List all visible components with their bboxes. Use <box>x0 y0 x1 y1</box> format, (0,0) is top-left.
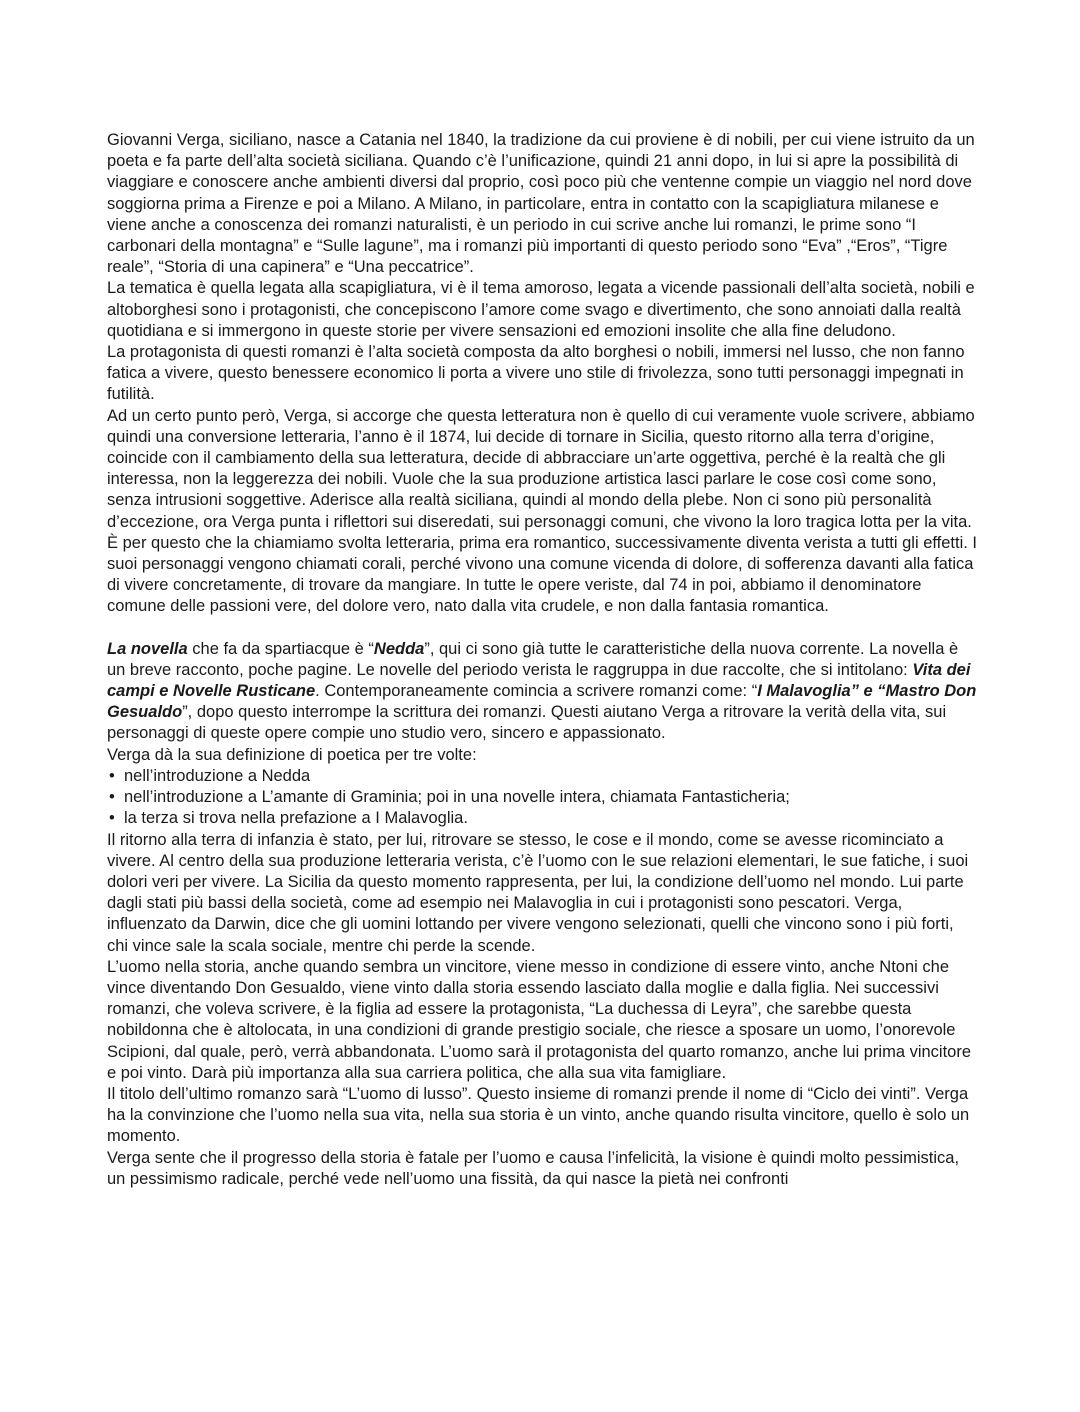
novella-text: che fa da spartiacque è “ <box>187 639 374 658</box>
poetica-list <box>107 766 977 830</box>
paragraph-novella <box>107 639 977 745</box>
novella-heading: La novella <box>107 639 188 658</box>
paragraph-protagonista: La protagonista di questi romanzi è l’alta società composta da alto borghesi o nobili, immersi nel lusso, che non fanno fatica a vivere, questo benessere economico li porta a vivere uno stile di frivolezza, sono tutti personaggi impegnati in futilità. <box>107 343 965 404</box>
novella-text: ”, qui ci sono già tutte le caratteristiche della nuova corrente. La novella è un breve racconto, poche pagine. Le novelle del periodo verista le raggruppa in due raccolte, che si intitolano: <box>107 639 959 679</box>
paragraph-conversione: Ad un certo punto però, Verga, si accorge che questa letteratura non è quello di cui veramente vuole scrivere, abbiamo quindi una conversione letteraria, l’anno è il 1874, lui decide di tornare in Sicilia, questo ritorno alla terra d’origine, coincide con il cambiamento della sua letteratura, decide di abbracciare un’arte oggettiva, perché è la realtà che gli interessa, non la leggerezza dei nobili. Vuole che la sua produzione artistica lasci parlare le cose così come sono, senza intrusioni soggettive. Aderisce alla realtà siciliana, quindi al mondo della plebe. Non ci sono più personalità d’eccezione, ora Verga punta i riflettori sui diseredati, sui personaggi comuni, che vivono la loro tragica lotta per la vita. È per questo che la chiamiamo svolta letteraria, prima era romantico, successivamente diventa verista a tutti gli effetti. I suoi personaggi vengono chiamati corali, perché vivono una comune vicenda di dolore, di sofferenza davanti alla fatica di vivere concretamente, di trovare da mangiare. In tutte le opere veriste, dal 74 in poi, abbiamo il denominatore comune delle passioni vere, del dolore vero, nato dalla vita crudele, e non dalla fantasia romantica. <box>107 406 978 616</box>
raccolte-titles: Vita dei campi e Novelle Rusticane <box>107 660 971 701</box>
paragraph-gap <box>107 618 977 639</box>
document-page <box>107 130 977 1190</box>
list-item: • nell’introduzione a Nedda <box>107 766 977 787</box>
novella-text: ”, dopo questo interrompe la scrittura dei romanzi. Questi aiutano Verga a ritrovare la verità della vita, sui personaggi di queste opere compie uno studio vero, sincero e appassionato. <box>107 703 947 743</box>
romanzi-titles: I Malavoglia” e “Mastro Don Gesualdo <box>107 682 977 722</box>
paragraph-biography: Giovanni Verga, siciliano, nasce a Catania nel 1840, la tradizione da cui proviene è di nobili, per cui viene istruito da un poeta e fa parte dell’alta società siciliana. Quando c’è l’unificazione, quindi 21 anni dopo, in lui si apre la possibilità di viaggiare e conoscere anche ambienti diversi dal proprio, così poco più che ventenne compie un viaggio nel nord dove soggiorna prima a Firenze e poi a Milano. A Milano, in particolare, entra in contatto con la scapigliatura milanese e viene anche a conoscenza dei romanzi naturalisti, è un periodo in cui scrive anche lui romanzi, le prime sono “I carbonari della montagna” e “Sulle lagune”, ma i romanzi più importanti di questo periodo sono “Eva” ,“Eros”, “Tigre reale”, “Storia di una capinera” e “Una peccatrice”. <box>107 131 975 277</box>
paragraph-uomo-storia: L’uomo nella storia, anche quando sembra un vincitore, viene messo in condizione di essere vinto, anche Ntoni che vince diventando Don Gesualdo, viene vinto dalla storia essendo lasciato dalla moglie e dalla figlia. Nei successivi romanzi, che voleva scrivere, è la figlia ad essere la protagonista, “La duchessa di Leyra”, che sarebbe questa nobildonna che è altolocata, in una condizioni di grande prestigio sociale, che riesce a sposare un uomo, l’onorevole Scipioni, dal quale, però, verrà abbandonata. L’uomo sarà il protagonista del quarto romanzo, anche lui prima vincitore e poi vinto. Darà più importanza alla sua carriera politica, che alla sua vita famigliare. <box>107 957 972 1082</box>
nedda-title: Nedda <box>373 639 425 658</box>
paragraph-tematica: La tematica è quella legata alla scapigliatura, vi è il tema amoroso, legata a vicende passionali dell’alta società, nobili e altoborghesi sono i protagonisti, che concepiscono l’amore come svago e divertimento, che sono annoiati dalla realtà quotidiana e si immergono in queste storie per vivere sensazioni ed emozioni insolite che alla fine deludono. <box>107 279 975 340</box>
paragraph-ritorno: Il ritorno alla terra di infanzia è stato, per lui, ritrovare se stesso, le cose e il mondo, come se avesse ricominciato a vivere. Al centro della sua produzione letteraria verista, c’è l’uomo con le sue relazioni elementari, le sue fatiche, i suoi dolori veri per vivere. La Sicilia da questo momento rappresenta, per lui, la condizione dell’uomo nel mondo. Lui parte dagli stati più bassi della società, come ad esempio nei Malavoglia in cui i protagonisti sono pescatori. Verga, influenzato da Darwin, dice che gli uomini lottando per vivere vengono selezionati, quelli che vincono sono i più forti, chi vince sale la scala sociale, mentre chi perde la scende. <box>107 830 969 955</box>
novella-text: . Contemporaneamente comincia a scrivere romanzi come: “ <box>315 682 758 701</box>
paragraph-pessimismo: Verga sente che il progresso della storia è fatale per l’uomo e causa l’infelicità, la visione è quindi molto pessimistica, un pessimismo radicale, perché vede nell’uomo una fissità, da qui nasce la pietà nei confronti <box>107 1148 960 1188</box>
list-item: • la terza si trova nella prefazione a I Malavoglia. <box>107 808 977 829</box>
list-item: • nell’introduzione a L’amante di Graminia; poi in una novelle intera, chiamata Fantasticheria; <box>107 787 977 808</box>
paragraph-ciclo-vinti: Il titolo dell’ultimo romanzo sarà “L’uomo di lusso”. Questo insieme di romanzi prende il nome di “Ciclo dei vinti”. Verga ha la convinzione che l’uomo nella sua vita, nella sua storia è un vinto, anche quando risulta vincitore, quello è solo un momento. <box>107 1084 970 1146</box>
poetica-intro: Verga dà la sua definizione di poetica per tre volte: <box>107 745 477 764</box>
